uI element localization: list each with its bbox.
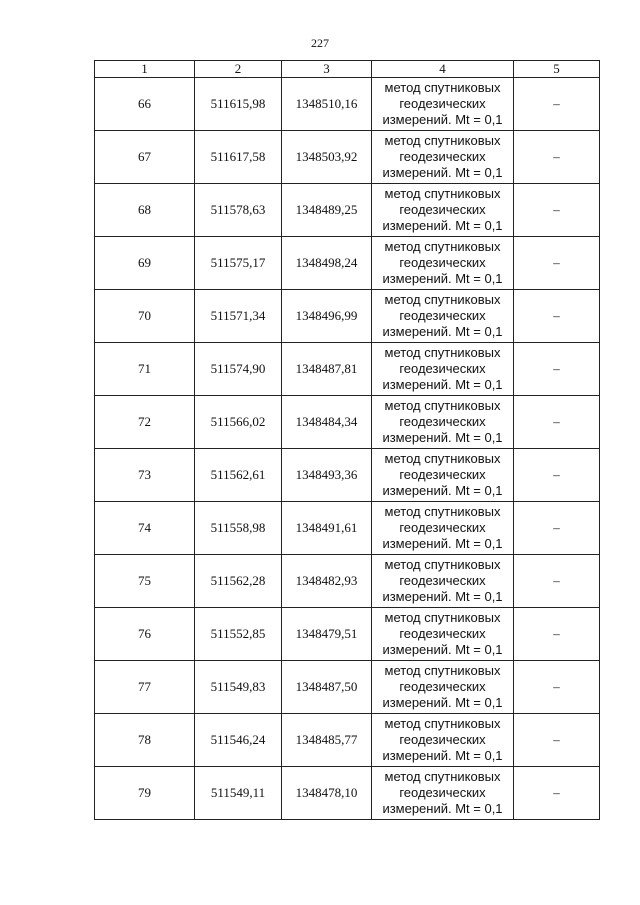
x-coordinate-cell: 511578,63 bbox=[195, 184, 282, 237]
note-cell: – bbox=[514, 767, 600, 820]
method-line: измерений. Mt = 0,1 bbox=[382, 536, 503, 551]
method-line: геодезических bbox=[399, 414, 486, 429]
method-line: метод спутниковых bbox=[384, 769, 501, 784]
table-row bbox=[95, 184, 600, 237]
y-coordinate-cell: 1348487,81 bbox=[282, 343, 372, 396]
table-header bbox=[95, 61, 600, 78]
point-number-cell: 68 bbox=[95, 184, 195, 237]
method-line: измерений. Mt = 0,1 bbox=[382, 271, 503, 286]
table-row bbox=[95, 449, 600, 502]
coordinates-table bbox=[94, 60, 600, 820]
point-number-cell: 74 bbox=[95, 502, 195, 555]
y-coordinate-cell: 1348510,16 bbox=[282, 78, 372, 131]
table-row bbox=[95, 714, 600, 767]
column-header-4: 4 bbox=[372, 61, 514, 78]
y-coordinate-cell: 1348498,24 bbox=[282, 237, 372, 290]
point-number-cell: 70 bbox=[95, 290, 195, 343]
table-row bbox=[95, 555, 600, 608]
note-cell: – bbox=[514, 449, 600, 502]
method-cell bbox=[372, 343, 514, 396]
method-cell bbox=[372, 78, 514, 131]
page-number: 227 bbox=[311, 36, 329, 50]
table-row bbox=[95, 343, 600, 396]
point-number-cell: 78 bbox=[95, 714, 195, 767]
method-line: измерений. Mt = 0,1 bbox=[382, 748, 503, 763]
column-header-3: 3 bbox=[282, 61, 372, 78]
method-cell bbox=[372, 237, 514, 290]
note-cell: – bbox=[514, 78, 600, 131]
method-line: геодезических bbox=[399, 361, 486, 376]
table-row bbox=[95, 237, 600, 290]
method-cell bbox=[372, 555, 514, 608]
column-header-1: 1 bbox=[95, 61, 195, 78]
point-number-cell: 71 bbox=[95, 343, 195, 396]
method-line: геодезических bbox=[399, 626, 486, 641]
method-line: геодезических bbox=[399, 467, 486, 482]
method-line: геодезических bbox=[399, 732, 486, 747]
point-number-cell: 76 bbox=[95, 608, 195, 661]
method-line: измерений. Mt = 0,1 bbox=[382, 324, 503, 339]
table-row bbox=[95, 290, 600, 343]
table-body bbox=[95, 78, 600, 820]
method-line: метод спутниковых bbox=[384, 716, 501, 731]
header-row bbox=[95, 61, 600, 78]
x-coordinate-cell: 511617,58 bbox=[195, 131, 282, 184]
method-line: метод спутниковых bbox=[384, 239, 501, 254]
table-row bbox=[95, 78, 600, 131]
point-number-cell: 69 bbox=[95, 237, 195, 290]
method-line: геодезических bbox=[399, 149, 486, 164]
method-line: метод спутниковых bbox=[384, 504, 501, 519]
point-number-cell: 67 bbox=[95, 131, 195, 184]
point-number-cell: 73 bbox=[95, 449, 195, 502]
method-line: измерений. Mt = 0,1 bbox=[382, 112, 503, 127]
method-line: геодезических bbox=[399, 202, 486, 217]
point-number-cell: 77 bbox=[95, 661, 195, 714]
x-coordinate-cell: 511549,11 bbox=[195, 767, 282, 820]
method-cell bbox=[372, 767, 514, 820]
note-cell: – bbox=[514, 661, 600, 714]
method-line: измерений. Mt = 0,1 bbox=[382, 377, 503, 392]
table-row bbox=[95, 502, 600, 555]
y-coordinate-cell: 1348493,36 bbox=[282, 449, 372, 502]
y-coordinate-cell: 1348491,61 bbox=[282, 502, 372, 555]
method-cell bbox=[372, 608, 514, 661]
y-coordinate-cell: 1348489,25 bbox=[282, 184, 372, 237]
x-coordinate-cell: 511566,02 bbox=[195, 396, 282, 449]
table-row bbox=[95, 396, 600, 449]
method-line: измерений. Mt = 0,1 bbox=[382, 695, 503, 710]
method-line: метод спутниковых bbox=[384, 133, 501, 148]
y-coordinate-cell: 1348482,93 bbox=[282, 555, 372, 608]
x-coordinate-cell: 511571,34 bbox=[195, 290, 282, 343]
method-cell bbox=[372, 396, 514, 449]
note-cell: – bbox=[514, 396, 600, 449]
method-line: метод спутниковых bbox=[384, 557, 501, 572]
method-line: измерений. Mt = 0,1 bbox=[382, 218, 503, 233]
method-line: измерений. Mt = 0,1 bbox=[382, 642, 503, 657]
method-cell bbox=[372, 661, 514, 714]
method-line: метод спутниковых bbox=[384, 663, 501, 678]
point-number-cell: 79 bbox=[95, 767, 195, 820]
method-line: геодезических bbox=[399, 308, 486, 323]
method-line: геодезических bbox=[399, 573, 486, 588]
method-line: геодезических bbox=[399, 255, 486, 270]
method-line: метод спутниковых bbox=[384, 451, 501, 466]
method-line: измерений. Mt = 0,1 bbox=[382, 801, 503, 816]
method-line: метод спутниковых bbox=[384, 610, 501, 625]
column-header-5: 5 bbox=[514, 61, 600, 78]
note-cell: – bbox=[514, 131, 600, 184]
method-line: метод спутниковых bbox=[384, 345, 501, 360]
method-line: метод спутниковых bbox=[384, 398, 501, 413]
y-coordinate-cell: 1348496,99 bbox=[282, 290, 372, 343]
note-cell: – bbox=[514, 290, 600, 343]
method-line: метод спутниковых bbox=[384, 186, 501, 201]
x-coordinate-cell: 511549,83 bbox=[195, 661, 282, 714]
table-row bbox=[95, 767, 600, 820]
method-line: измерений. Mt = 0,1 bbox=[382, 165, 503, 180]
method-cell bbox=[372, 449, 514, 502]
column-header-2: 2 bbox=[195, 61, 282, 78]
method-cell bbox=[372, 184, 514, 237]
table-row bbox=[95, 131, 600, 184]
method-line: геодезических bbox=[399, 679, 486, 694]
note-cell: – bbox=[514, 237, 600, 290]
note-cell: – bbox=[514, 608, 600, 661]
y-coordinate-cell: 1348487,50 bbox=[282, 661, 372, 714]
method-cell bbox=[372, 290, 514, 343]
method-line: метод спутниковых bbox=[384, 292, 501, 307]
method-cell bbox=[372, 714, 514, 767]
x-coordinate-cell: 511562,61 bbox=[195, 449, 282, 502]
method-line: метод спутниковых bbox=[384, 80, 501, 95]
note-cell: – bbox=[514, 502, 600, 555]
x-coordinate-cell: 511552,85 bbox=[195, 608, 282, 661]
x-coordinate-cell: 511562,28 bbox=[195, 555, 282, 608]
x-coordinate-cell: 511575,17 bbox=[195, 237, 282, 290]
method-line: измерений. Mt = 0,1 bbox=[382, 483, 503, 498]
method-line: измерений. Mt = 0,1 bbox=[382, 589, 503, 604]
note-cell: – bbox=[514, 343, 600, 396]
note-cell: – bbox=[514, 555, 600, 608]
method-cell bbox=[372, 131, 514, 184]
point-number-cell: 75 bbox=[95, 555, 195, 608]
method-line: геодезических bbox=[399, 520, 486, 535]
table-row bbox=[95, 608, 600, 661]
y-coordinate-cell: 1348503,92 bbox=[282, 131, 372, 184]
y-coordinate-cell: 1348485,77 bbox=[282, 714, 372, 767]
y-coordinate-cell: 1348484,34 bbox=[282, 396, 372, 449]
x-coordinate-cell: 511574,90 bbox=[195, 343, 282, 396]
x-coordinate-cell: 511615,98 bbox=[195, 78, 282, 131]
note-cell: – bbox=[514, 714, 600, 767]
method-cell bbox=[372, 502, 514, 555]
y-coordinate-cell: 1348478,10 bbox=[282, 767, 372, 820]
table-row bbox=[95, 661, 600, 714]
x-coordinate-cell: 511546,24 bbox=[195, 714, 282, 767]
x-coordinate-cell: 511558,98 bbox=[195, 502, 282, 555]
note-cell: – bbox=[514, 184, 600, 237]
method-line: геодезических bbox=[399, 785, 486, 800]
point-number-cell: 66 bbox=[95, 78, 195, 131]
y-coordinate-cell: 1348479,51 bbox=[282, 608, 372, 661]
point-number-cell: 72 bbox=[95, 396, 195, 449]
method-line: геодезических bbox=[399, 96, 486, 111]
method-line: измерений. Mt = 0,1 bbox=[382, 430, 503, 445]
